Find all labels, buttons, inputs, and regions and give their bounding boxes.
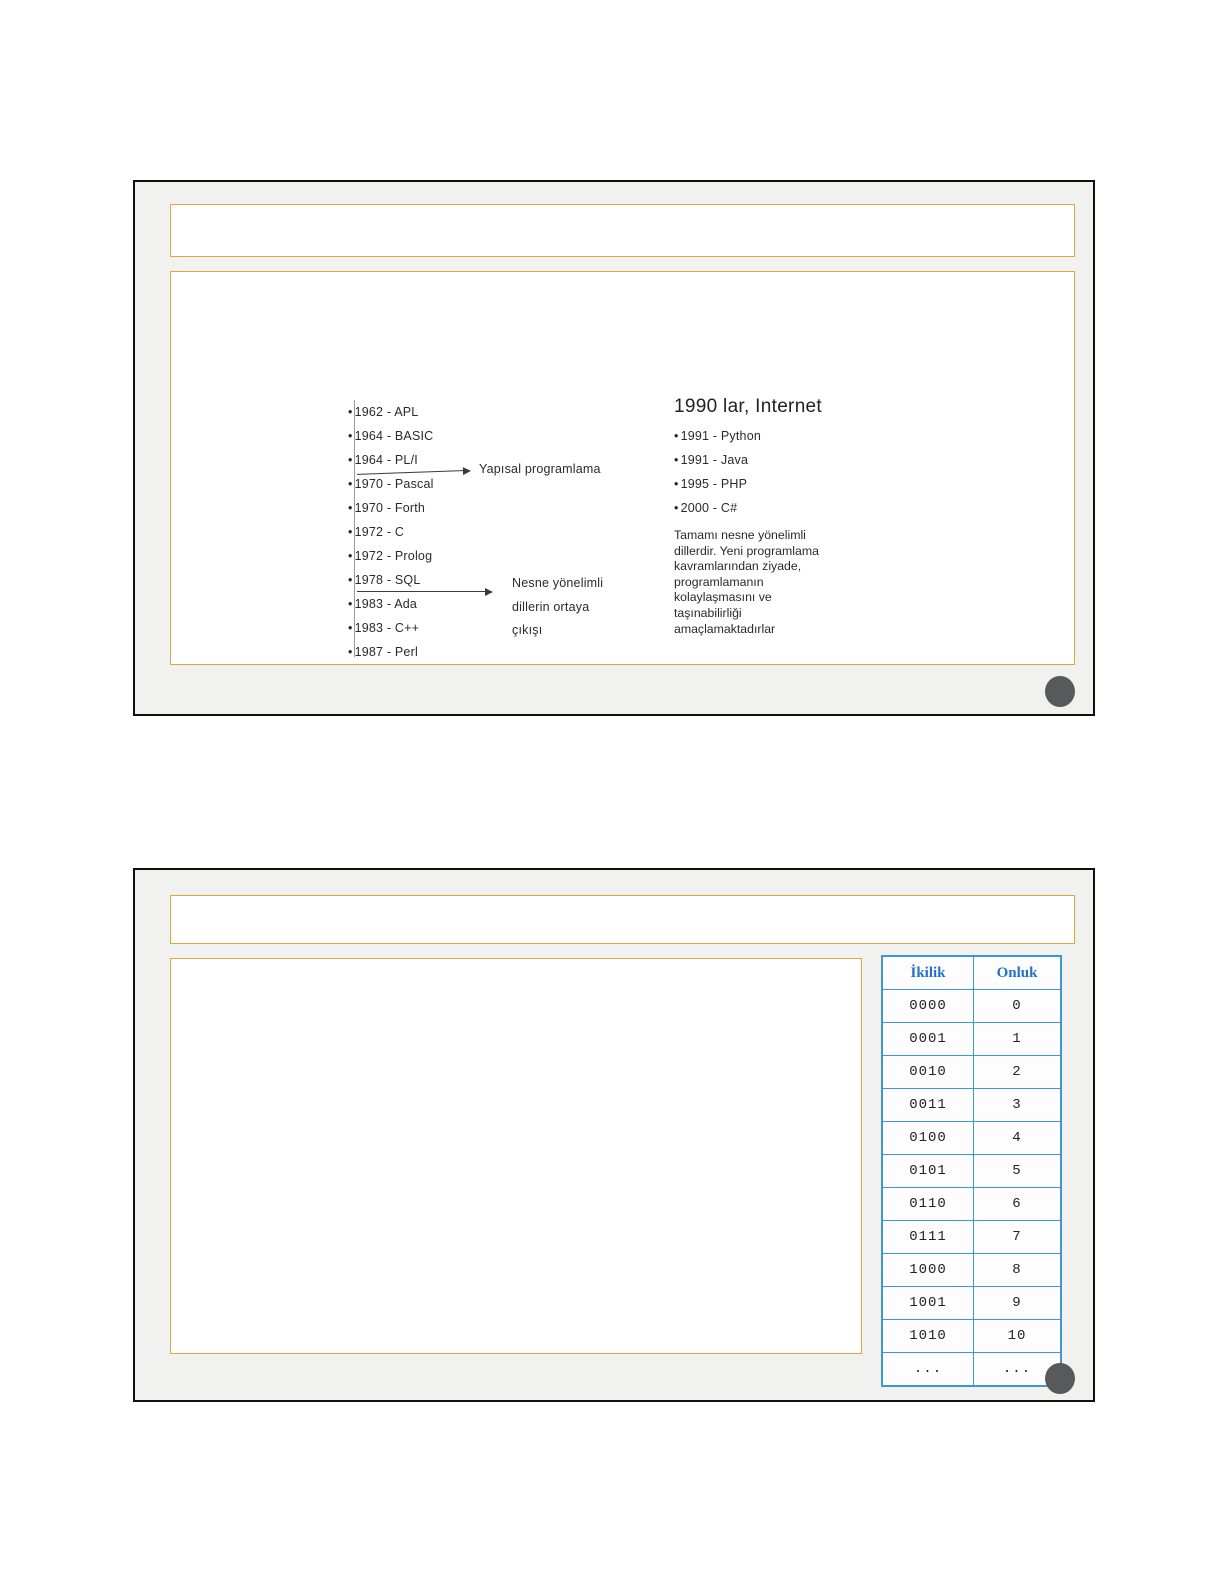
arrow-oop-languages [357,591,485,592]
binary-cell: 0011 [882,1089,974,1122]
paragraph-line: kolaylaşmasını ve [674,590,772,605]
timeline-item: • 1983 - Ada [348,592,434,616]
table-row [882,1122,1061,1155]
binary-cell: ... [882,1353,974,1387]
paragraph-line: programlamanın [674,574,764,589]
paragraph-line: Tamamı nesne yönelimli [674,528,806,542]
table-row [882,1254,1061,1287]
binary-cell: 1001 [882,1287,974,1320]
paragraph-line: amaçlamaktadırlar [674,621,776,636]
table-header-binary: İkilik [882,956,974,990]
decimal-cell: 0 [974,990,1062,1023]
oop-languages-label [512,572,603,643]
slide-number-dot [1045,676,1075,707]
decimal-cell: 6 [974,1188,1062,1221]
slide-2 [133,868,1095,1402]
table-row [882,1089,1061,1122]
timeline-item: • 1991 - Python [674,424,761,448]
oop-label-line: Nesne yönelimli [512,576,604,590]
oop-label-line: dillerin ortaya [512,599,590,614]
timeline-item: • 1964 - PL/I [348,448,434,472]
table-header-row [882,956,1061,990]
table-header-decimal: Onluk [974,956,1062,990]
binary-cell: 1000 [882,1254,974,1287]
timeline-item: • 1995 - PHP [674,472,761,496]
timeline-item: • 1987 - Perl [348,640,434,664]
slide-1-content-box [170,271,1075,665]
binary-cell: 0110 [882,1188,974,1221]
timeline-item: • 1978 - SQL [348,568,434,592]
decimal-cell: ... [974,1353,1062,1387]
nineties-language-list [674,424,761,520]
table-row [882,1221,1061,1254]
oop-label-line: çıkışı [512,623,543,637]
decimal-cell: 5 [974,1155,1062,1188]
slide-1 [133,180,1095,716]
binary-decimal-table [881,955,1062,1387]
table-row [882,1353,1061,1387]
table-row [882,1056,1061,1089]
decimal-cell: 8 [974,1254,1062,1287]
decimal-cell: 1 [974,1023,1062,1056]
timeline-item: • 1972 - Prolog [348,544,434,568]
table-row [882,1287,1061,1320]
table-row [882,1188,1061,1221]
slide-1-title-box [170,204,1075,257]
table-head [882,956,1061,990]
decimal-cell: 2 [974,1056,1062,1089]
binary-cell: 0001 [882,1023,974,1056]
paragraph-line: taşınabilirliği [674,605,742,620]
timeline-item: • 1970 - Pascal [348,472,434,496]
timeline-item: • 1962 - APL [348,400,434,424]
table-row [882,1320,1061,1353]
nineties-title: 1990 lar, Internet [674,396,823,417]
table-row [882,1155,1061,1188]
binary-cell: 0111 [882,1221,974,1254]
slide-2-content-box [170,958,862,1354]
decimal-cell: 4 [974,1122,1062,1155]
timeline-item: • 1972 - C [348,520,434,544]
paragraph-line: kavramlarından ziyade, [674,559,802,574]
binary-cell: 0000 [882,990,974,1023]
decimal-cell: 3 [974,1089,1062,1122]
slide-2-title-box [170,895,1075,944]
structured-programming-label: Yapısal programlama [479,462,601,476]
timeline-item: • 1964 - BASIC [348,424,434,448]
decimal-cell: 7 [974,1221,1062,1254]
table-row [882,1023,1061,1056]
binary-cell: 0100 [882,1122,974,1155]
timeline-language-list [348,400,434,664]
binary-cell: 0010 [882,1056,974,1089]
decimal-cell: 10 [974,1320,1062,1353]
timeline-item: • 1983 - C++ [348,616,434,640]
paragraph-line: dillerdir. Yeni programlama [674,543,819,558]
binary-cell: 0101 [882,1155,974,1188]
decimal-cell: 9 [974,1287,1062,1320]
timeline-item: • 2000 - C# [674,496,761,520]
slide-number-dot [1045,1363,1075,1394]
timeline-item: • 1970 - Forth [348,496,434,520]
nineties-paragraph [674,528,874,637]
binary-cell: 1010 [882,1320,974,1353]
table-body [882,990,1061,1387]
table-row [882,990,1061,1023]
timeline-item: • 1991 - Java [674,448,761,472]
